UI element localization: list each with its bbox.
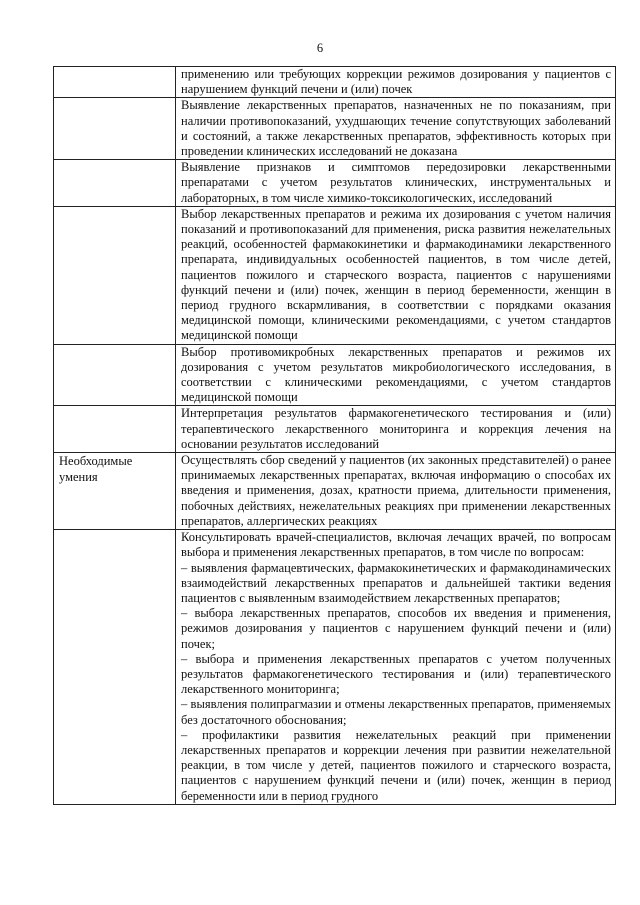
row-label [54, 98, 176, 160]
paragraph: – выбора и применения лекарственных препаратов с учетом полученных результатов фармакогенетического тестирования и (или) терапевтического лекарственного мониторинга; [181, 651, 611, 697]
row-text: Осуществлять сбор сведений у пациентов (их законных представителей) о ранее принимаемых лекарственных препаратах, включая информацию о способах их введения и применения, дозах, кратности приема, длительности применения, побочных действиях, нежелательных реакциях при применении лекарственных препаратов, аллергических реакциях [176, 453, 616, 530]
row-label [54, 406, 176, 453]
table-row [54, 98, 616, 160]
paragraph: Консультировать врачей-специалистов, включая лечащих врачей, по вопросам выбора и применения лекарственных препаратов, в том числе по вопросам: [181, 530, 611, 560]
row-text: Выявление лекарственных препаратов, назначенных не по показаниям, при наличии противопоказаний, ухудшающих течение сопутствующих заболеваний и состояний, а также лекарственных препаратов, эффективность которых при проведении клинических исследований не доказана [176, 98, 616, 160]
row-label [54, 160, 176, 207]
table-row [54, 344, 616, 406]
row-text: применению или требующих коррекции режимов дозирования у пациентов с нарушением функций печени и (или) почек [176, 67, 616, 98]
paragraph: – выявления полипрагмазии и отмены лекарственных препаратов, применяемых без достаточного обоснования; [181, 697, 611, 727]
paragraph: – профилактики развития нежелательных реакций при применении лекарственных препаратов и коррекции лечения при развитии нежелательной реакции, в том числе у детей, пациентов пожилого и старческого возраста, пациентов с нарушением функций печени и (или) почек, женщин в период беременности или в период грудного [181, 727, 611, 803]
row-text: Выбор лекарственных препаратов и режима их дозирования с учетом наличия показаний и противопоказаний для применения, риска развития нежелательных реакций, особенностей фармакокинетики и фармакодинамики лекарственного препарата, индивидуальных особенностей пациентов, в том числе детей, пациентов пожилого и старческого возраста, пациентов с нарушениями функций печени и (или) почек, женщин в период беременности, женщин в период грудного вскармливания, в соответствии с порядками оказания медицинской помощи, клиническими рекомендациями, с учетом стандартов медицинской помощи [176, 206, 616, 344]
row-text: Интерпретация результатов фармакогенетического тестирования и (или) терапевтического лекарственного мониторинга и коррекция лечения на основании результатов исследований [176, 406, 616, 453]
row-label [54, 530, 176, 805]
row-label [54, 67, 176, 98]
paragraph: – выявления фармацевтических, фармакокинетических и фармакодинамических взаимодействий лекарственных препаратов и дальнейшей тактики ведения пациентов с выявленным взаимодействием лекарственных препаратов; [181, 560, 611, 605]
row-text: Выбор противомикробных лекарственных препаратов и режимов их дозирования с учетом результатов микробиологического исследования, в соответствии с клиническими рекомендациями, с учетом стандартов медицинской помощи [176, 344, 616, 406]
requirements-table [53, 66, 616, 805]
table-row [54, 160, 616, 207]
table-row [54, 406, 616, 453]
row-label [54, 206, 176, 344]
row-text: Выявление признаков и симптомов передозировки лекарственными препаратами с учетом результатов клинических, инструментальных и лабораторных, в том числе химико-токсикологических, исследований [176, 160, 616, 207]
table-row [54, 453, 616, 530]
page-number: 6 [316, 41, 324, 55]
paragraph: – выбора лекарственных препаратов, способов их введения и применения, режимов дозирования у пациентов с нарушением функций печени и (или) почек; [181, 606, 611, 651]
table-row [54, 206, 616, 344]
table-row [54, 67, 616, 98]
row-label [54, 344, 176, 406]
row-text-multi [176, 530, 616, 805]
section-label-skills: Необходимые умения [54, 453, 176, 530]
table-row [54, 530, 616, 805]
